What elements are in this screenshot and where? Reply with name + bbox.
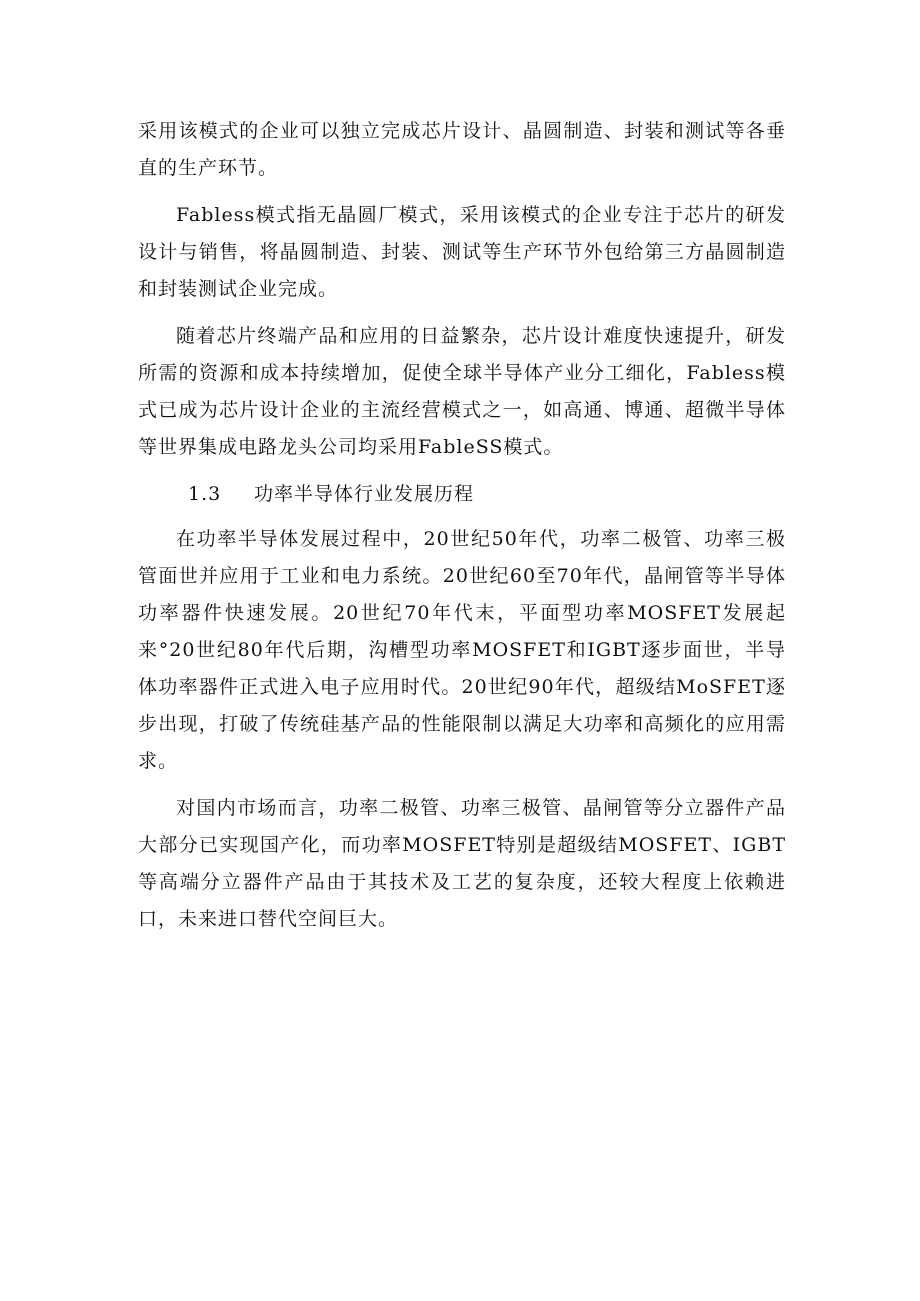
paragraph-domestic-market: 对国内市场而言，功率二极管、功率三极管、晶闸管等分立器件产品大部分已实现国产化，而功率MOSFET特别是超级结MOSFET、IGBT等高端分立器件产品由于其技术及工艺的复杂度，还较大程度上依赖进口，未来进口替代空间巨大。 — [138, 797, 786, 930]
paragraph-fabless-trend: 随着芯片终端产品和应用的日益繁杂，芯片设计难度快速提升，研发所需的资源和成本持续增加，促使全球半导体产业分工细化，Fabless模式已成为芯片设计企业的主流经营模式之一，如高通、博通、超微半导体等世界集成电路龙头公司均采用FableSS模式。 — [138, 325, 786, 458]
paragraph-vertical-integration: 采用该模式的企业可以独立完成芯片设计、晶圆制造、封装和测试等各垂直的生产环节。 — [138, 120, 786, 179]
document-body — [138, 113, 786, 948]
paragraph-fabless-definition: Fabless模式指无晶圆厂模式，采用该模式的企业专注于芯片的研发设计与销售，将晶圆制造、封装、测试等生产环节外包给第三方晶圆制造和封装测试企业完成。 — [138, 204, 786, 300]
section-heading — [138, 476, 786, 513]
paragraph-power-semiconductor-history: 在功率半导体发展过程中，20世纪50年代，功率二极管、功率三极管面世并应用于工业和电力系统。20世纪60至70年代，晶闸管等半导体功率器件快速发展。20世纪70年代末，平面型功率MOSFET发展起来°20世纪80年代后期，沟槽型功率MOSFET和IGBT逐步面世，半导体功率器件正式进入电子应用时代。20世纪90年代，超级结MoSFET逐步出现，打破了传统硅基产品的性能限制以满足大功率和高频化的应用需求。 — [138, 528, 786, 772]
section-title: 功率半导体行业发展历程 — [254, 483, 475, 505]
section-number: 1.3 — [188, 483, 222, 505]
